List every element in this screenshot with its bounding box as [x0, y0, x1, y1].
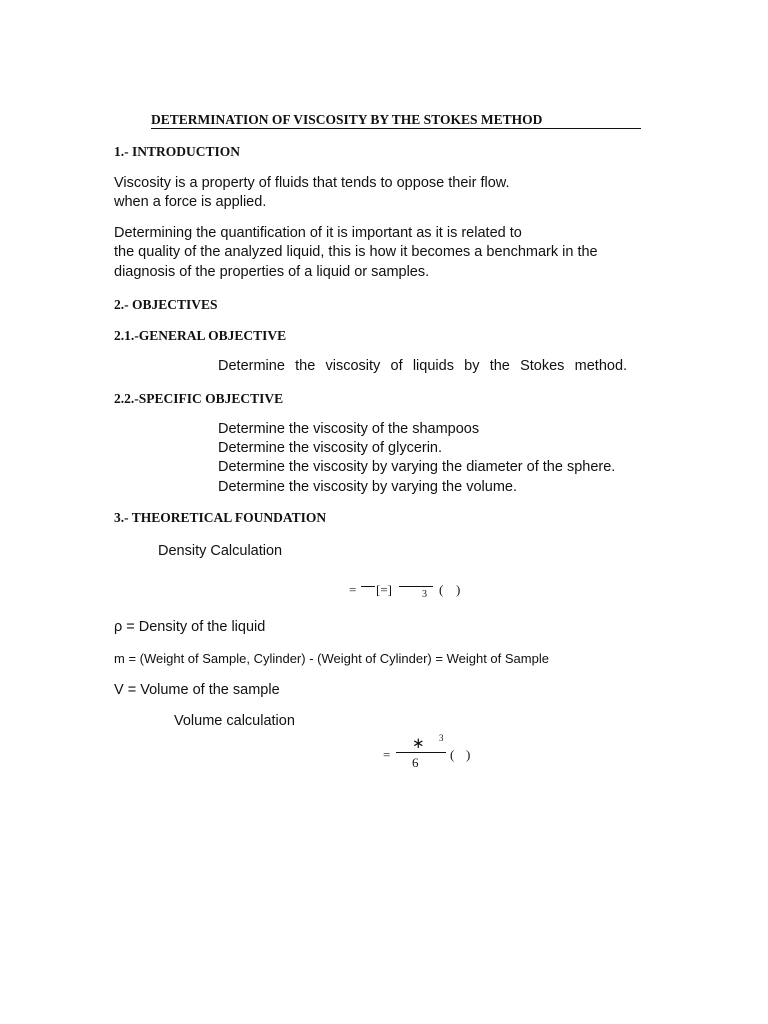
section-heading-objectives: 2.- OBJECTIVES	[114, 297, 218, 312]
fraction-bar	[396, 752, 446, 753]
formula-equals: =	[383, 747, 391, 762]
volume-bullet-text: Volume calculation	[174, 713, 295, 729]
formula-exponent: 3	[439, 733, 444, 743]
specific-objective-item	[204, 478, 517, 497]
specific-objective-text: Determine the viscosity of glycerin.	[218, 440, 443, 456]
general-objective-text: Determine the viscosity of liquids by the Stokes method.	[218, 358, 628, 374]
volume-definition: V = Volume of the sample	[114, 682, 280, 698]
intro-paragraph-2-line-2: the quality of the analyzed liquid, this is how it becomes a benchmark in the	[114, 244, 598, 260]
volume-formula	[365, 733, 475, 773]
subheading-general-objective: 2.1.-GENERAL OBJECTIVE	[114, 328, 287, 343]
density-formula	[330, 570, 470, 606]
formula-paren-open: (	[450, 747, 455, 762]
intro-paragraph-1-line-2: when a force is applied.	[114, 194, 267, 210]
fraction-bar	[361, 586, 375, 587]
volume-bullet-item	[160, 712, 295, 731]
formula-denominator: 6	[412, 755, 419, 770]
section-heading-theoretical-foundation: 3.- THEORETICAL FOUNDATION	[114, 510, 327, 525]
general-objective-item	[204, 357, 627, 376]
density-bullet-text: Density Calculation	[158, 543, 283, 559]
formula-equivalent-bracket: [=]	[376, 582, 392, 597]
document-title: DETERMINATION OF VISCOSITY BY THE STOKES METHOD	[151, 111, 641, 129]
formula-multiply: ∗	[412, 736, 425, 752]
specific-objective-text: Determine the viscosity by varying the volume.	[218, 479, 517, 495]
formula-paren-open: (	[439, 582, 444, 597]
density-bullet-item	[136, 542, 282, 561]
formula-paren-close: )	[456, 582, 461, 597]
formula-exponent: 3	[422, 589, 427, 600]
intro-paragraph-1-line-1: Viscosity is a property of fluids that tends to oppose their flow.	[114, 175, 510, 191]
fraction-bar	[399, 586, 433, 587]
intro-paragraph-2-line-3: diagnosis of the properties of a liquid or samples.	[114, 264, 430, 280]
formula-paren-close: )	[466, 747, 471, 762]
intro-paragraph-2-line-1: Determining the quantification of it is important as it is related to	[114, 225, 522, 241]
formula-equals: =	[349, 582, 357, 597]
specific-objective-text: Determine the viscosity of the shampoos	[218, 421, 480, 437]
specific-objective-item	[204, 458, 615, 477]
section-heading-introduction: 1.- INTRODUCTION	[114, 144, 241, 159]
specific-objective-item	[204, 420, 479, 439]
rho-definition: ρ = Density of the liquid	[114, 619, 266, 635]
specific-objective-item	[204, 439, 442, 458]
mass-definition: m = (Weight of Sample, Cylinder) - (Weight of Cylinder) = Weight of Sample	[114, 651, 549, 666]
subheading-specific-objective: 2.2.-SPECIFIC OBJECTIVE	[114, 391, 284, 406]
specific-objective-text: Determine the viscosity by varying the diameter of the sphere.	[218, 459, 616, 475]
